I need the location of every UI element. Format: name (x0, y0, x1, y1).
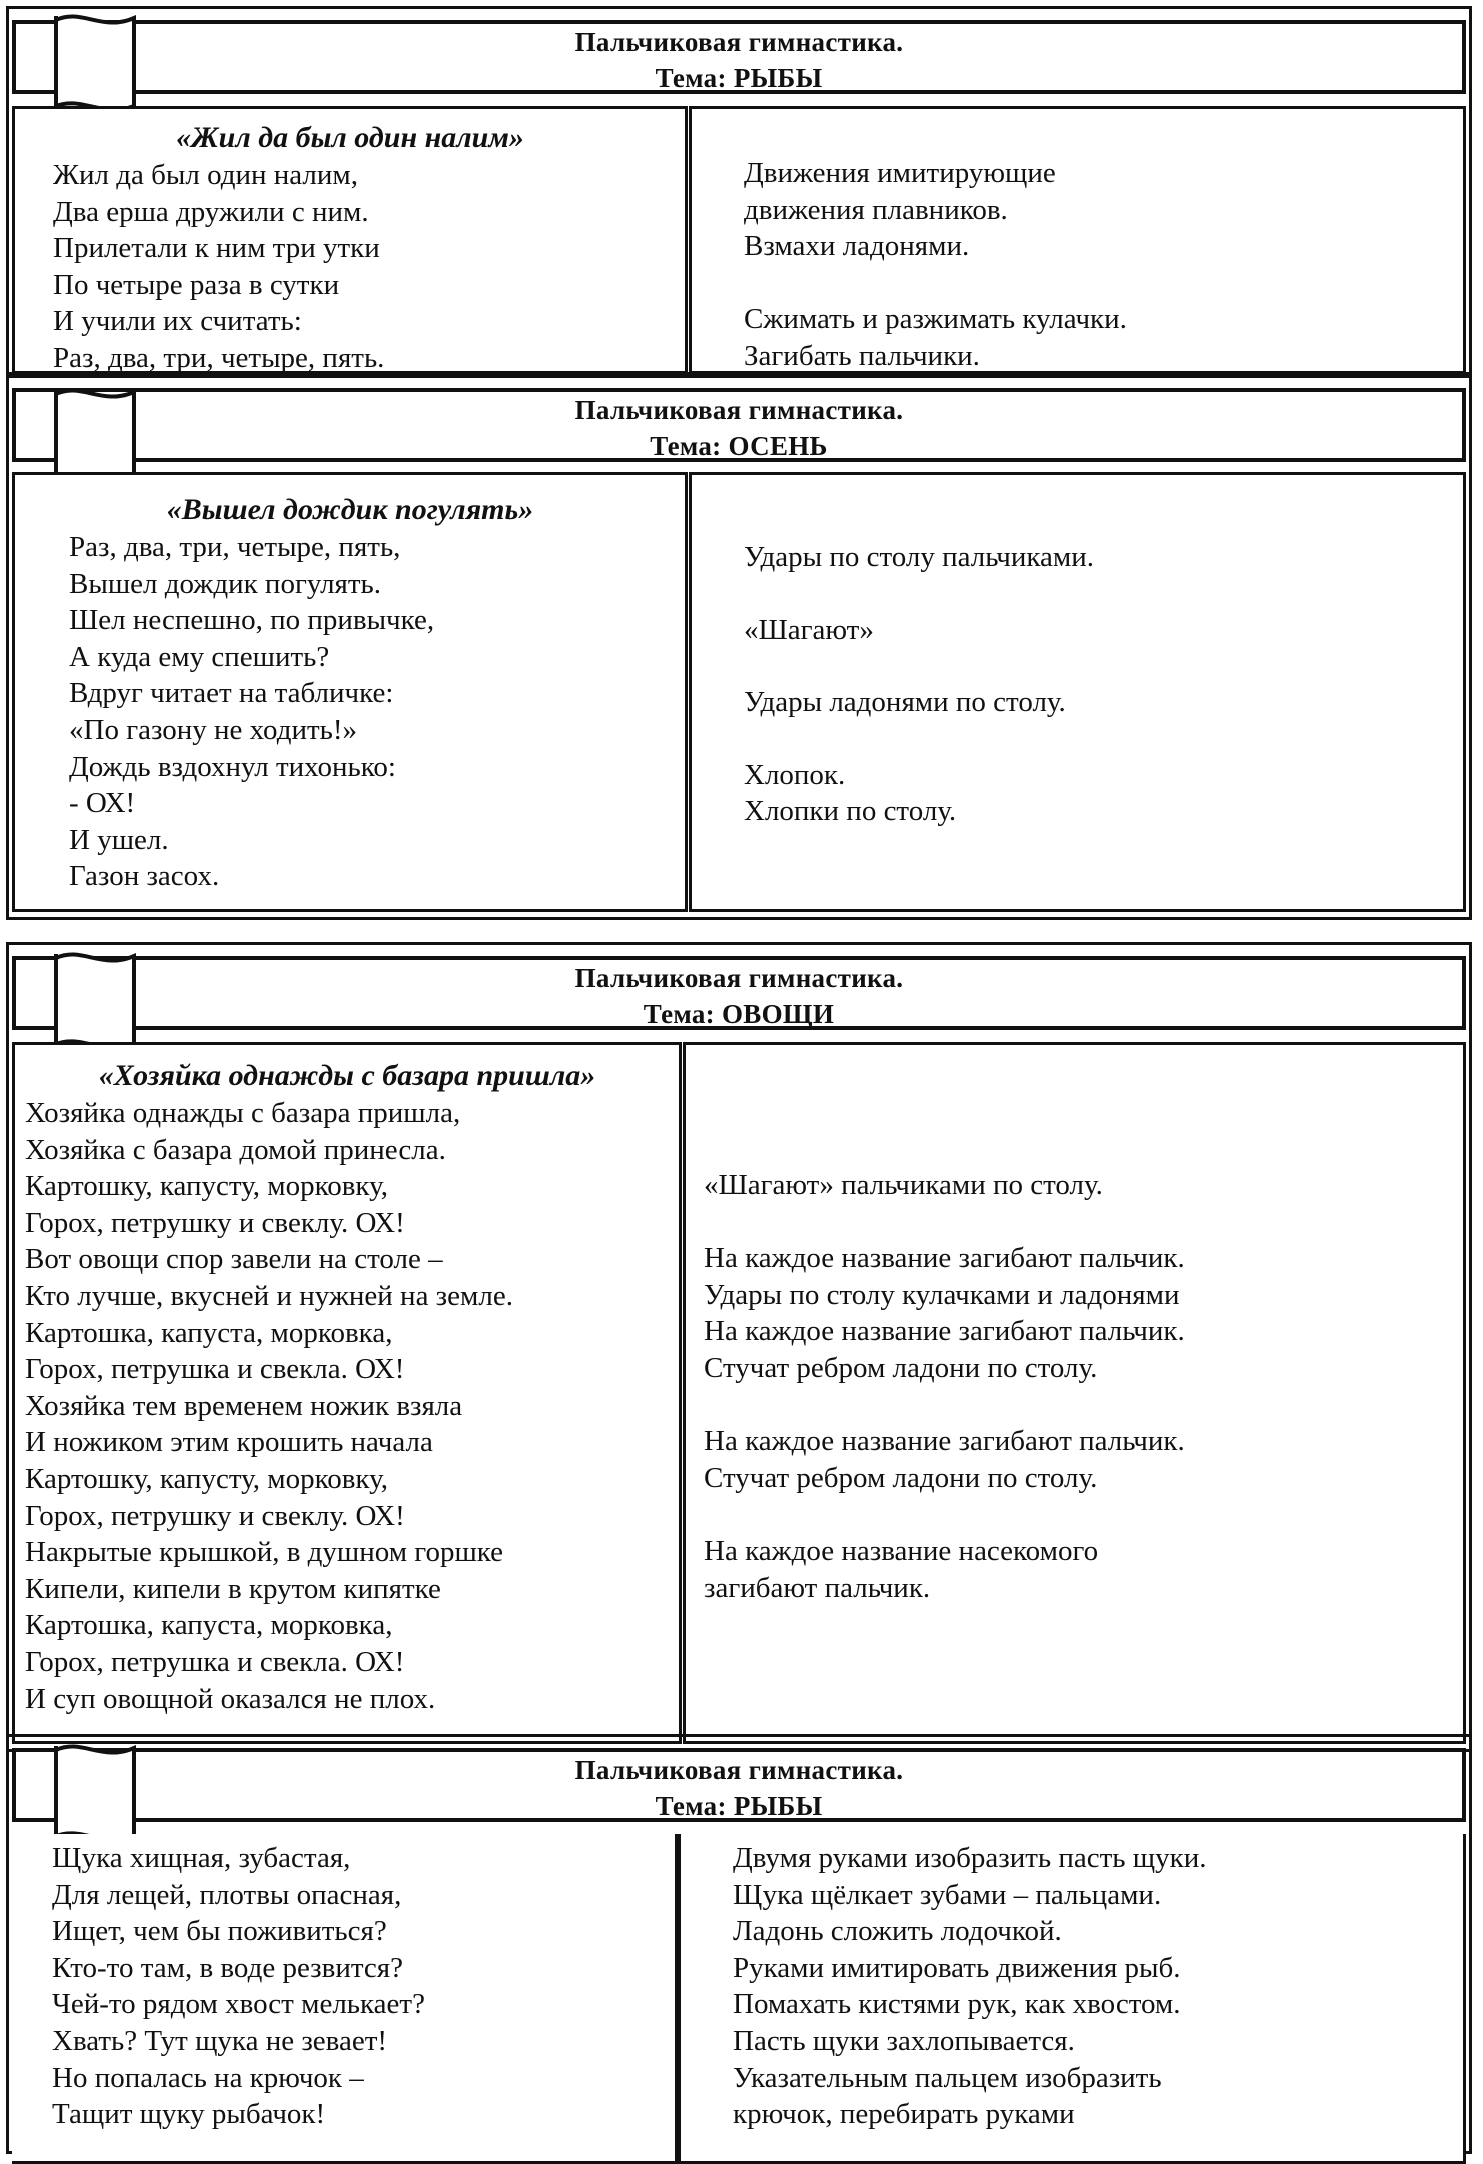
section-heading: Пальчиковая гимнастика. (574, 395, 904, 425)
section-theme: Тема: РЫБЫ (655, 63, 823, 93)
actions-column (689, 106, 1466, 374)
action-line: Щука щёлкает зубами – пальцами. (733, 1878, 1162, 1911)
poem-line: Вот овощи спор завели на столе – (25, 1243, 443, 1276)
poem-line: Накрытые крышкой, в душном горшке (25, 1536, 504, 1569)
section-header (12, 956, 1466, 1030)
poem-line: Газон засох. (69, 860, 220, 893)
poem-line: Два ерша дружили с ним. (53, 195, 369, 228)
poem-line: Жил да был один налим, (53, 159, 359, 191)
action-line: Удары ладонями по столу. (744, 686, 1066, 719)
section-header (12, 20, 1466, 94)
action-line: загибают пальчик. (704, 1571, 931, 1604)
poem-line: «По газону не ходить!» (69, 713, 358, 746)
action-line: крючок, перебирать руками (733, 2098, 1075, 2131)
action-line: Хлопок. (744, 758, 846, 791)
poem-line: Горох, петрушку и свеклу. ОХ! (25, 1499, 405, 1532)
action-line: На каждое название насекомого (704, 1534, 1099, 1567)
actions-column (689, 472, 1466, 912)
poem-line: Прилетали к ним три утки (53, 232, 380, 265)
section-vegetables (6, 942, 1472, 1752)
poem-title: «Вышел дождик погулять» (166, 493, 534, 526)
poem-line: Тащит щуку рыбачок! (52, 2098, 326, 2131)
action-line: Загибать пальчики. (744, 339, 980, 372)
poem-line: Шел неспешно, по привычке, (69, 604, 435, 637)
poem-line: Картошка, капуста, морковка, (25, 1609, 393, 1642)
poem-line: Щука хищная, зубастая, (52, 1842, 351, 1874)
poem-line: И учили их считать: (53, 305, 302, 338)
action-line: На каждое название загибают пальчик. (704, 1315, 1185, 1348)
action-line: Взмахи ладонями. (744, 230, 970, 263)
actions-column (678, 1834, 1466, 2164)
action-line: Ладонь сложить лодочкой. (733, 1915, 1062, 1948)
poem-line: Картошка, капуста, морковка, (25, 1316, 393, 1349)
action-line: На каждое название загибают пальчик. (704, 1242, 1185, 1275)
action-line: Пасть щуки захлопывается. (733, 2024, 1075, 2057)
section-theme: Тема: РЫБЫ (655, 1791, 823, 1821)
action-line: Хлопки по столу. (744, 795, 957, 828)
poem-line: И суп овощной оказался не плох. (25, 1682, 436, 1715)
poem-line: Горох, петрушку и свеклу. ОХ! (25, 1206, 405, 1239)
action-line: На каждое название загибают пальчик. (704, 1425, 1185, 1458)
poem-line: И ножиком этим крошить начала (25, 1426, 433, 1459)
action-line: Указательным пальцем изобразить (733, 2061, 1162, 2094)
poem-line: Но попалась на крючок – (52, 2061, 364, 2094)
poem-line: По четыре раза в сутки (53, 268, 340, 301)
actions-column (683, 1042, 1466, 1744)
poem-line: Кто-то там, в воде резвится? (52, 1951, 403, 1984)
poem-line: Хозяйка тем временем ножик взяла (25, 1389, 463, 1422)
poem-line: Для лещей, плотвы опасная, (52, 1878, 402, 1911)
poem-line: А куда ему спешить? (69, 640, 330, 673)
poem-title: «Жил да был один налим» (176, 121, 524, 154)
poem-title: «Хозяйка однажды с базара пришла» (98, 1059, 596, 1092)
action-line: Стучат ребром ладони по столу. (704, 1351, 1098, 1384)
poem-column (12, 472, 688, 912)
poem-line: Вдруг читает на табличке: (69, 677, 394, 710)
poem-line: Горох, петрушка и свекла. ОХ! (25, 1645, 405, 1678)
poem-line: Дождь вздохнул тихонько: (69, 750, 396, 783)
action-line: «Шагают» пальчиками по столу. (704, 1169, 1103, 1201)
action-line: «Шагают» (744, 613, 874, 646)
poem-line: - ОХ! (69, 787, 136, 820)
poem-line: Раз, два, три, четыре, пять. (53, 341, 385, 374)
section-theme: Тема: ОВОЩИ (643, 999, 835, 1029)
action-line: Руками имитировать движения рыб. (733, 1951, 1181, 1984)
poem-line: И ушел. (69, 823, 169, 856)
poem-line: Хозяйка однажды с базара пришла, (25, 1097, 461, 1129)
poem-line: Чей-то рядом хвост мелькает? (52, 1988, 425, 2021)
poem-line: Картошку, капусту, морковку, (25, 1462, 388, 1495)
poem-column (12, 106, 688, 374)
action-line: движения плавников. (744, 193, 1008, 226)
poem-line: Кто лучше, вкусней и нужней на земле. (25, 1279, 513, 1312)
poem-line: Раз, два, три, четыре, пять, (69, 531, 401, 563)
section-heading: Пальчиковая гимнастика. (574, 963, 904, 993)
poem-line: Хвать? Тут щука не зевает! (52, 2024, 388, 2057)
poem-line: Хозяйка с базара домой принесла. (25, 1133, 446, 1166)
poem-line: Горох, петрушка и свекла. ОХ! (25, 1353, 405, 1386)
poem-line: Вышел дождик погулять. (69, 567, 382, 600)
action-line: Движения имитирующие (744, 157, 1056, 189)
action-line: Удары по столу кулачками и ладонями (704, 1278, 1180, 1311)
poem-line: Кипели, кипели в крутом кипятке (25, 1572, 441, 1605)
poem-column (12, 1042, 682, 1744)
section-fish-1 (6, 6, 1472, 378)
section-heading: Пальчиковая гимнастика. (574, 1755, 904, 1785)
action-line: Сжимать и разжимать кулачки. (744, 303, 1127, 336)
poem-column (12, 1834, 678, 2164)
action-line: Помахать кистями рук, как хвостом. (733, 1988, 1181, 2021)
action-line: Двумя руками изобразить пасть щуки. (733, 1842, 1207, 1874)
section-fish-2 (6, 1734, 1472, 2154)
section-heading: Пальчиковая гимнастика. (574, 27, 904, 57)
section-header (12, 1748, 1466, 1822)
poem-line: Картошку, капусту, морковку, (25, 1170, 388, 1203)
section-header (12, 388, 1466, 462)
section-autumn (6, 372, 1472, 920)
action-line: Удары по столу пальчиками. (744, 541, 1094, 573)
action-line: Стучат ребром ладони по столу. (704, 1461, 1098, 1494)
section-theme: Тема: ОСЕНЬ (650, 431, 828, 461)
poem-line: Ищет, чем бы поживиться? (52, 1915, 387, 1948)
